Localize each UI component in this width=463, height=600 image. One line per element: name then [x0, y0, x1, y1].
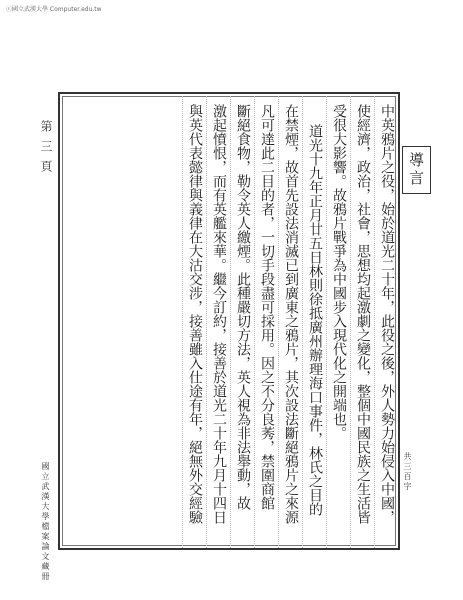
column-text: 凡可達此二目的者，一切手段盡可採用。因之不分良莠，禁圍商館 [259, 104, 275, 510]
library-label: 國立武漢大學檔案論文藏冊 [41, 462, 50, 582]
column-text: 道光十九年正月廿五日林則徐抵廣州辦理海口事件，林氏之目的 [307, 124, 323, 516]
column-9 [182, 96, 206, 548]
column-text: 受很大影響。故鴉片戰爭為中國步入現代化之開端也。 [331, 104, 347, 440]
column-7 [230, 96, 254, 548]
column-1 [374, 96, 398, 548]
column-text: 激起憤恨，而有英艦來華。繼今訂約，接善於道光二十年九月十四日 [211, 104, 227, 524]
column-3 [326, 96, 350, 548]
column-5 [278, 96, 302, 548]
column-text: 在禁煙，故首先設法消滅已到廣東之鴉片，其次設法斷絕鴉片之來源 [283, 104, 299, 524]
page-count-label: 共三百字 [403, 452, 412, 492]
header-watermark: ⓒ國立武漢大學 Computer.edu.tw [6, 6, 102, 13]
manuscript-columns [60, 96, 398, 548]
column-6 [254, 96, 278, 548]
column-8 [206, 96, 230, 548]
column-text: 與英代表懿律與義律在大沽交涉，接善雖入仕途有年，絕無外交經驗 [187, 104, 203, 524]
column-text: 中英鴉片之役，始於道光二十年，此役之後，外人勢力始侵入中國， [379, 104, 395, 524]
column-2 [350, 96, 374, 548]
page-number-label: 第三頁 [39, 120, 53, 180]
section-title: 導言 [402, 146, 431, 194]
column-text: 斷絕食物，勒令英人繳煙。此種嚴切方法，英人視為非法舉動，故 [235, 104, 251, 510]
column-4 [302, 96, 326, 548]
column-text: 使經濟，政治，社會，思想均起激劇之變化，整個中國民族之生活皆 [355, 104, 371, 524]
